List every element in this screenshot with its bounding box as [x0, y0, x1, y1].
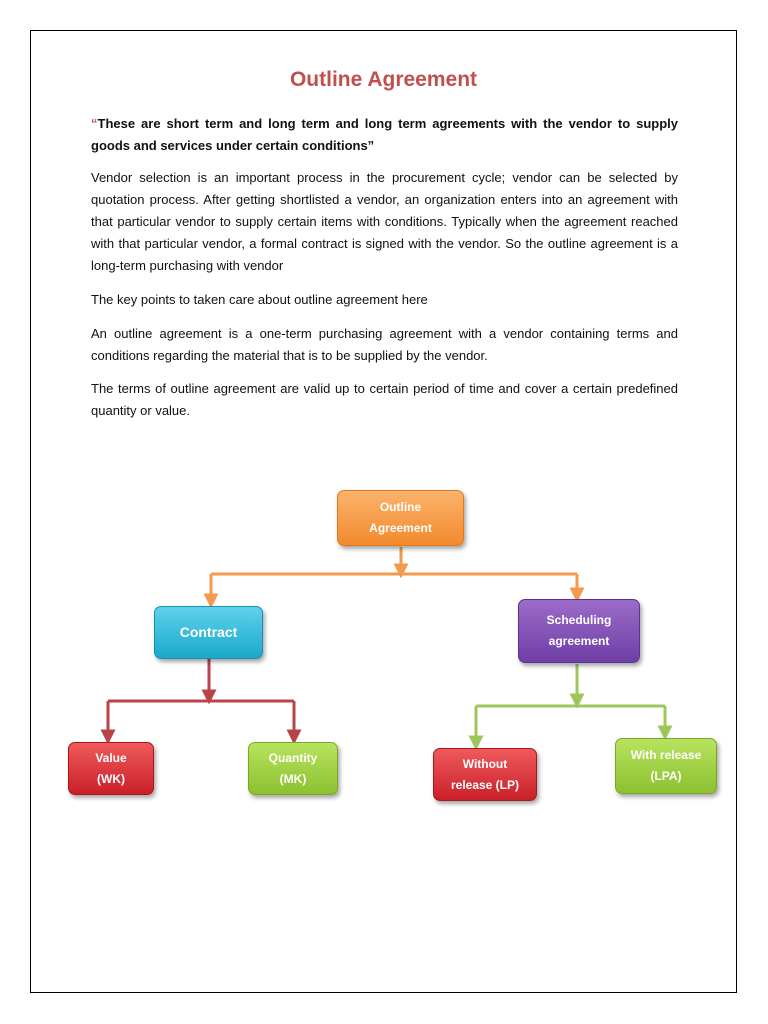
- quote-open-mark: “: [91, 116, 98, 131]
- paragraph-definition: An outline agreement is a one-term purchasing agreement with a vendor containing terms and conditions regarding the material that is to be supplied by the vendor.: [91, 326, 678, 363]
- node-value-wk: Value (WK): [68, 742, 154, 795]
- node-quantity-mk: Quantity (MK): [248, 742, 338, 795]
- contract-connector: [108, 659, 294, 737]
- paragraph-vendor-selection: Vendor selection is an important process in the procurement cycle; vendor can be selected by quotation process. After getting shortlisted a vendor, an organization enters into an agreement with that particular vendor to supply certain items with conditions. Typically when the agreement reached with that particular vendor, a formal contract is signed with the vendor. So the outline agreement is a long-term purchasing with vendor: [91, 170, 678, 273]
- node-contract: Contract: [154, 606, 263, 659]
- scheduling-connector: [476, 664, 665, 743]
- root-connector: [211, 547, 577, 601]
- definition-quote: [91, 113, 678, 157]
- page-title: Outline Agreement: [289, 68, 478, 91]
- node-outline-agreement: Outline Agreement: [337, 490, 464, 546]
- quote-text: These are short term and long term and long term agreements with the vendor to supply goods and services under certain conditions”: [91, 116, 678, 153]
- node-without-release-lp: Without release (LP): [433, 748, 537, 801]
- node-with-release-lpa: With release (LPA): [615, 738, 717, 794]
- paragraph-terms: The terms of outline agreement are valid up to certain period of time and cover a certain predefined quantity or value.: [91, 381, 678, 418]
- paragraph-key-points: The key points to taken care about outline agreement here: [91, 292, 428, 307]
- document-page: [30, 30, 737, 993]
- node-scheduling-agreement: Scheduling agreement: [518, 599, 640, 663]
